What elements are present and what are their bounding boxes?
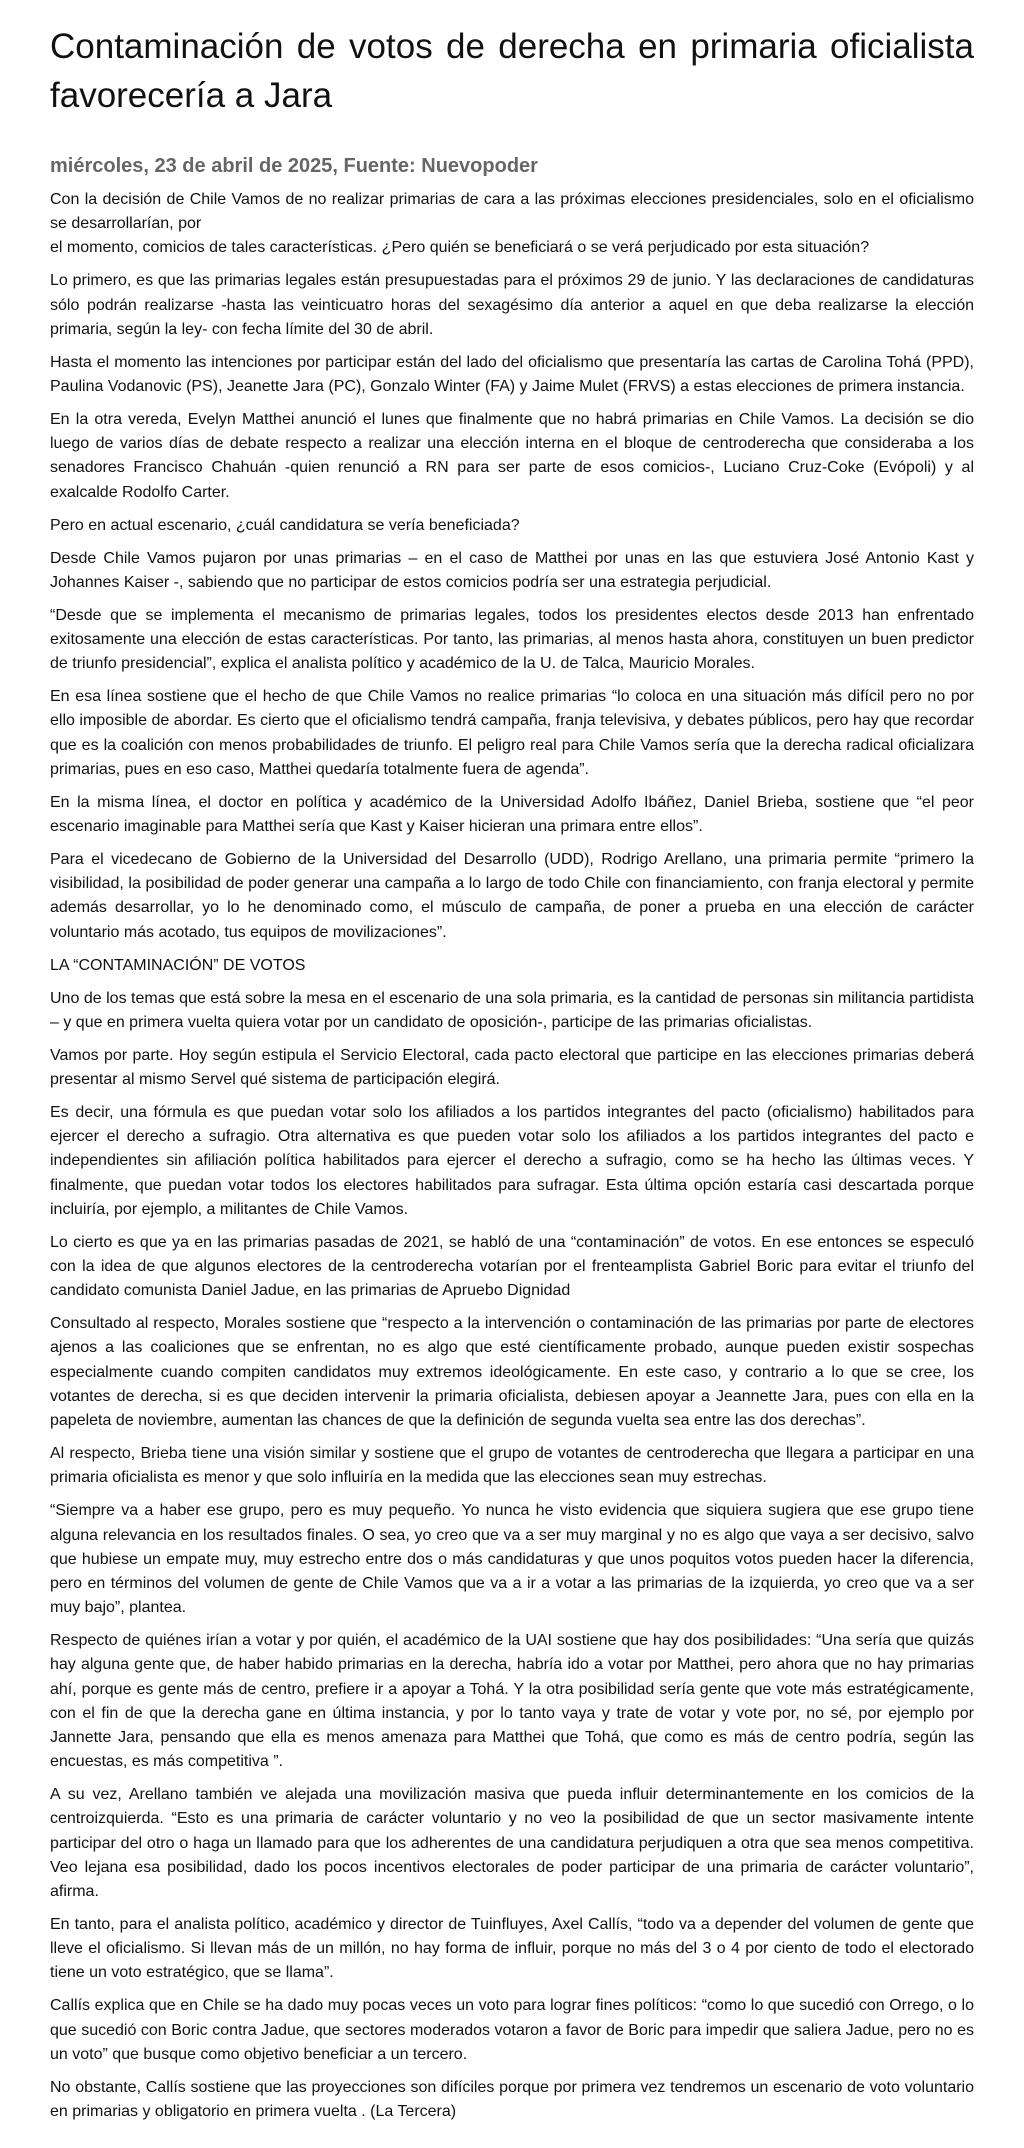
article-paragraph: Consultado al respecto, Morales sostiene que “respecto a la intervención o contaminación de las primarias por parte de electores ajenos a las coaliciones que se enfrentan, no es algo que esté científicamente probado, aunque pueden existir sospechas especialmente cuando compiten candidatos muy extremos ideológicamente. En este caso, y contrario a lo que se cree, los votantes de derecha, si es que deciden intervenir la primaria oficialista, debiesen apoyar a Jeannette Jara, pues con ella en la papeleta de noviembre, aumentan las chances de que la definición de segunda vuelta sea entre las dos derechas”.	[50, 1315, 974, 1430]
article-paragraph: “Desde que se implementa el mecanismo de primarias legales, todos los presidentes electos desde 2013 han enfrentado exitosamente una elección de estas características. Por tanto, las primarias, al menos hasta ahora, constituyen un buen predictor de triunfo presidencial”, explica el analista político y académico de la U. de Talca, Mauricio Morales.	[50, 606, 974, 673]
article-paragraph: Al respecto, Brieba tiene una visión similar y sostiene que el grupo de votantes de centroderecha que llegara a participar en una primaria oficialista es menor y que solo influiría en la medida que las elecciones sean muy estrechas.	[50, 1445, 974, 1487]
article-paragraph: En esa línea sostiene que el hecho de que Chile Vamos no realice primarias “lo coloca en una situación más difícil pero no por ello imposible de abordar. Es cierto que el oficialismo tendrá campaña, franja televisiva, y debates públicos, pero hay que recordar que es la coalición con menos probabilidades de triunfo. El peligro real para Chile Vamos sería que la derecha radical oficializara primarias, pues en eso caso, Matthei quedaría totalmente fuera de agenda”.	[50, 688, 974, 778]
article-intro	[50, 188, 974, 261]
article-paragraph: Lo primero, es que las primarias legales están presupuestadas para el próximos 29 de junio. Y las declaraciones de candidaturas sólo podrán realizarse -hasta las veinticuatro horas del sexagésimo día anterior a aquel en que deba realizarse la elección primaria, según la ley- con fecha límite del 30 de abril.	[50, 272, 974, 338]
article-paragraph: Respecto de quiénes irían a votar y por quién, el académico de la UAI sostiene que hay dos posibilidades: “Una sería que quizás hay alguna gente que, de haber habido primarias en la derecha, habría ido a votar por Matthei, pero ahora que no hay primarias ahí, porque es gente más de centro, prefiere ir a apoyar a Tohá. Y la otra posibilidad sería gente que vote más estratégicamente, con el fin de que la derecha gane en última instancia, y por lo tanto vaya y trate de votar y vote por, no sé, por ejemplo por Jannette Jara, pensando que ella es menos amenaza para Matthei que Tohá, que como es más de centro podría, según las encuestas, es más competitiva ”.	[50, 1632, 974, 1771]
article-paragraph: Es decir, una fórmula es que puedan votar solo los afiliados a los partidos integrantes del pacto (oficialismo) habilitados para ejercer el derecho a sufragio. Otra alternativa es que pueden votar solo los afiliados a los partidos integrantes del pacto e independientes sin afiliación política habilitados para ejercer el derecho a sufragio, como se ha hecho las últimas veces. Y finalmente, que puedan votar todos los electores habilitados para sufragar. Esta última opción estaría casi descartada porque incluiría, por ejemplo, a militantes de Chile Vamos.	[50, 1104, 974, 1218]
article-paragraph: En la misma línea, el doctor en política y académico de la Universidad Adolfo Ibáñez, Daniel Brieba, sostiene que “el peor escenario imaginable para Matthei sería que Kast y Kaiser hicieran una primara entre ellos”.	[50, 793, 974, 836]
section-subheading: LA “CONTAMINACIÓN” DE VOTOS	[50, 956, 306, 974]
article-paragraph: Para el vicedecano de Gobierno de la Universidad del Desarrollo (UDD), Rodrigo Arellano, una primaria permite “primero la visibilidad, la posibilidad de poder generar una campaña a lo largo de todo Chile con financiamiento, con franja electoral y permite además desarrollar, yo lo he denominado como, el músculo de campaña, de poner a prueba en una elección de carácter voluntario más acotado, tus equipos de movilizaciones”.	[50, 851, 974, 941]
article-intro-line-2: el momento, comicios de tales características. ¿Pero quién se beneficiará o se verá perjudicado por esta situación?	[50, 239, 870, 257]
article-body	[50, 188, 974, 2124]
article-title: Contaminación de votos de derecha en primaria oficialista favorecería a Jara	[50, 27, 974, 115]
article-date-source: miércoles, 23 de abril de 2025, Fuente: Nuevopoder	[50, 155, 538, 177]
article-paragraph: Desde Chile Vamos pujaron por unas primarias – en el caso de Matthei por unas en las que estuviera José Antonio Kast y Johannes Kaiser -, sabiendo que no participar de estos comicios podría ser una estrategia perjudicial.	[50, 549, 974, 591]
article-paragraph: No obstante, Callís sostiene que las proyecciones son difíciles porque por primera vez tendremos un escenario de voto voluntario en primarias y obligatorio en primera vuelta . (La Tercera)	[50, 2078, 974, 2120]
article-paragraph: Callís explica que en Chile se ha dado muy pocas veces un voto para lograr fines políticos: “como lo que sucedió con Orrego, o lo que sucedió con Boric contra Jadue, que sectores moderados votaron a favor de Boric para impedir que saliera Jadue, pero no es un voto” que busque como objetivo beneficiar a un tercero.	[50, 1997, 974, 2063]
article-paragraph: “Siempre va a haber ese grupo, pero es muy pequeño. Yo nunca he visto evidencia que siquiera sugiera que ese grupo tiene alguna relevancia en los resultados finales. O sea, yo creo que va a ser muy marginal y no es algo que vaya a ser decisivo, salvo que hubiese un empate muy, muy estrecho entre dos o más candidaturas y que unos poquitos votos pueden hacer la diferencia, pero en términos del volumen de gente de Chile Vamos que va a ir a votar a las primarias de la izquierda, yo creo que va a ser muy bajo”, plantea.	[50, 1502, 974, 1617]
article-intro-line-1: Con la decisión de Chile Vamos de no realizar primarias de cara a las próximas elecciones presidenciales, solo en el oficialismo se desarrollarían, por	[50, 191, 974, 233]
article-paragraph: Pero en actual escenario, ¿cuál candidatura se vería beneficiada?	[50, 516, 520, 534]
article-paragraph: Lo cierto es que ya en las primarias pasadas de 2021, se habló de una “contaminación” de votos. En ese entonces se especuló con la idea de que algunos electores de la centroderecha votarían por el frenteamplista Gabriel Boric para evitar el triunfo del candidato comunista Daniel Jadue, en las primarias de Apruebo Dignidad	[50, 1233, 974, 1300]
article-paragraph: A su vez, Arellano también ve alejada una movilización masiva que pueda influir determinantemente en los comicios de la centroizquierda. “Esto es una primaria de carácter voluntario y no veo la posibilidad de que un sector masivamente intente participar del otro o haga un llamado para que los adherentes de una candidatura perjudiquen a otra que sea menos competitiva. Veo lejana esa posibilidad, dado los pocos incentivos electorales de poder participar de una primaria de carácter voluntario”, afirma.	[50, 1786, 974, 1900]
article-paragraph: Vamos por parte. Hoy según estipula el Servicio Electoral, cada pacto electoral que participe en las elecciones primarias deberá presentar al mismo Servel qué sistema de participación elegirá.	[50, 1046, 974, 1089]
article-paragraph: Hasta el momento las intenciones por participar están del lado del oficialismo que presentaría las cartas de Carolina Tohá (PPD), Paulina Vodanovic (PS), Jeanette Jara (PC), Gonzalo Winter (FA) y Jaime Mulet (FRVS) a estas elecciones de primera instancia.	[50, 353, 974, 396]
article-paragraph: Uno de los temas que está sobre la mesa en el escenario de una sola primaria, es la cantidad de personas sin militancia partidista – y que en primera vuelta quiera votar por un candidato de oposición-, participe de las primarias oficialistas.	[50, 989, 974, 1031]
article-paragraph: En la otra vereda, Evelyn Matthei anunció el lunes que finalmente que no habrá primarias en Chile Vamos. La decisión se dio luego de varios días de debate respecto a realizar una elección interna en el bloque de centroderecha que consideraba a los senadores Francisco Chahuán -quien renunció a RN para ser parte de esos comicios-, Luciano Cruz-Coke (Evópoli) y al exalcalde Rodolfo Carter.	[50, 411, 974, 501]
article-paragraph: En tanto, para el analista político, académico y director de Tuinfluyes, Axel Callís, “todo va a depender del volumen de gente que lleve el oficialismo. Si llevan más de un millón, no hay forma de influir, porque no más del 3 o 4 por ciento de todo el electorado tiene un voto estratégico, que se llama”.	[50, 1915, 974, 1982]
